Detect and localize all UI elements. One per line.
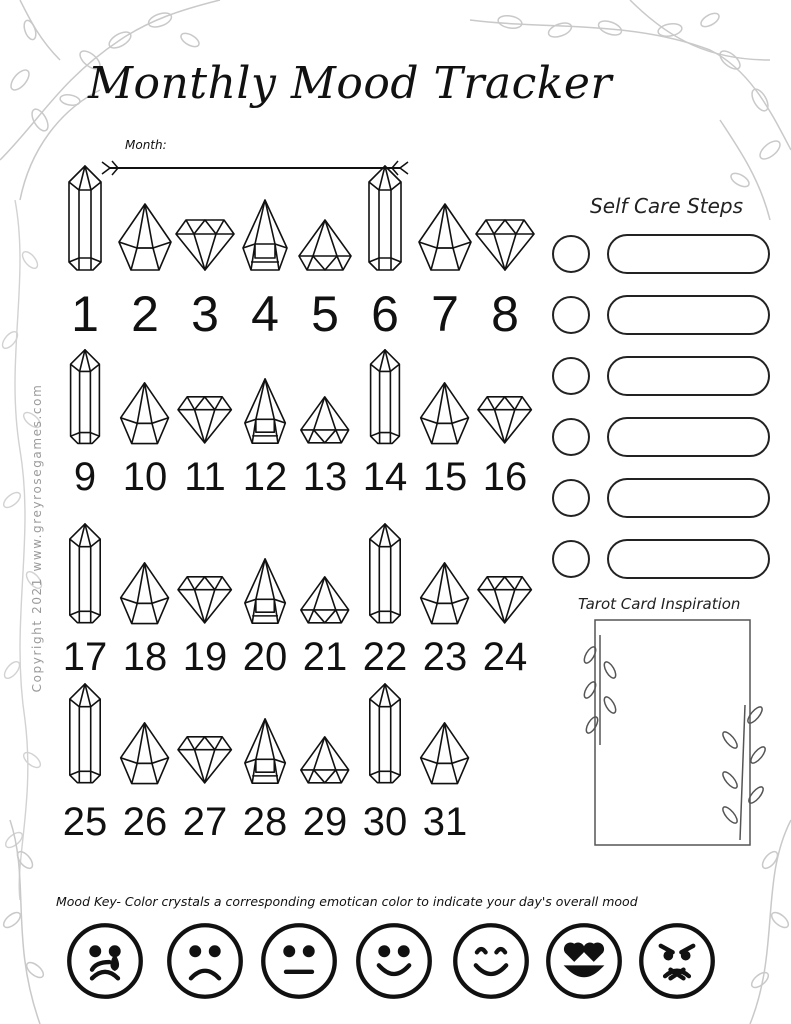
trillion-crystal[interactable] [297, 218, 353, 272]
round-gem-crystal[interactable] [178, 735, 231, 785]
trillion-crystal[interactable] [299, 575, 351, 625]
day-number: 1 [71, 286, 99, 342]
tarot-card-frame[interactable] [570, 615, 780, 855]
self-care-title: Self Care Steps [590, 194, 744, 218]
day-number: 27 [182, 800, 228, 844]
smile-face-icon [355, 922, 433, 1000]
tarot-title: Tarot Card Inspiration [578, 595, 741, 613]
day-number: 26 [122, 800, 168, 844]
tall-prism-crystal[interactable] [366, 522, 404, 625]
octahedron-crystal[interactable] [415, 202, 475, 272]
day-number: 31 [422, 800, 468, 844]
self-care-checkbox[interactable] [552, 479, 590, 517]
long-drop-crystal[interactable] [241, 198, 289, 272]
day-number: 18 [122, 635, 168, 679]
vine-decoration-top-right [470, 0, 791, 220]
day-number: 8 [491, 286, 519, 342]
day-number: 4 [251, 286, 279, 342]
self-care-checkbox[interactable] [552, 418, 590, 456]
round-gem-crystal[interactable] [478, 575, 531, 625]
vine-decoration-bottom-left [0, 820, 70, 1024]
crying-face-icon [66, 922, 144, 1000]
octahedron-crystal[interactable] [417, 381, 472, 445]
round-gem-crystal[interactable] [476, 218, 534, 272]
day-number: 13 [302, 455, 348, 499]
day-number: 21 [302, 635, 348, 679]
month-label: Month: [125, 138, 167, 152]
tall-prism-crystal[interactable] [366, 682, 404, 785]
day-number: 16 [482, 455, 528, 499]
day-number: 22 [362, 635, 408, 679]
day-number: 9 [73, 455, 97, 499]
day-number: 17 [62, 635, 108, 679]
day-number: 10 [122, 455, 168, 499]
trillion-crystal[interactable] [299, 395, 351, 445]
day-number: 6 [371, 286, 399, 342]
neutral-face-icon [260, 922, 338, 1000]
day-number: 15 [422, 455, 468, 499]
self-care-checkbox[interactable] [552, 540, 590, 578]
day-number: 19 [182, 635, 228, 679]
copyright-text: Copyright 2021 www.greyrosegames.com [30, 383, 44, 693]
angry-face-icon [638, 922, 716, 1000]
round-gem-crystal[interactable] [176, 218, 234, 272]
self-care-entry[interactable] [607, 417, 770, 457]
day-number: 23 [422, 635, 468, 679]
tall-prism-crystal[interactable] [67, 348, 103, 445]
tall-prism-crystal[interactable] [365, 164, 405, 272]
day-number: 28 [242, 800, 288, 844]
happy-face-icon [452, 922, 530, 1000]
day-number: 5 [311, 286, 339, 342]
trillion-crystal[interactable] [299, 735, 351, 785]
self-care-entry[interactable] [607, 539, 770, 579]
octahedron-crystal[interactable] [117, 721, 172, 785]
long-drop-crystal[interactable] [243, 717, 287, 785]
day-number: 20 [242, 635, 288, 679]
self-care-checkbox[interactable] [552, 296, 590, 334]
octahedron-crystal[interactable] [117, 381, 172, 445]
long-drop-crystal[interactable] [243, 557, 287, 625]
long-drop-crystal[interactable] [243, 377, 287, 445]
self-care-checkbox[interactable] [552, 235, 590, 273]
sad-face-icon [166, 922, 244, 1000]
tall-prism-crystal[interactable] [66, 682, 104, 785]
day-number: 3 [191, 286, 219, 342]
self-care-entry[interactable] [607, 234, 770, 274]
octahedron-crystal[interactable] [117, 561, 172, 625]
round-gem-crystal[interactable] [178, 575, 231, 625]
tall-prism-crystal[interactable] [65, 164, 105, 272]
day-number: 29 [302, 800, 348, 844]
day-number: 11 [184, 455, 226, 499]
octahedron-crystal[interactable] [115, 202, 175, 272]
tall-prism-crystal[interactable] [367, 348, 403, 445]
day-number: 24 [482, 635, 528, 679]
day-number: 7 [431, 286, 459, 342]
round-gem-crystal[interactable] [178, 395, 231, 445]
day-number: 25 [62, 800, 108, 844]
day-number: 30 [362, 800, 408, 844]
octahedron-crystal[interactable] [417, 561, 472, 625]
tall-prism-crystal[interactable] [66, 522, 104, 625]
self-care-entry[interactable] [607, 478, 770, 518]
self-care-checkbox[interactable] [552, 357, 590, 395]
octahedron-crystal[interactable] [417, 721, 472, 785]
day-number: 2 [131, 286, 159, 342]
self-care-entry[interactable] [607, 356, 770, 396]
round-gem-crystal[interactable] [478, 395, 531, 445]
day-number: 14 [362, 455, 408, 499]
day-number: 12 [242, 455, 288, 499]
page-title: Monthly Mood Tracker [88, 58, 612, 109]
heart-eyes-face-icon [545, 922, 623, 1000]
mood-key-text: Mood Key- Color crystals a corresponding emotican color to indicate your day's overall mood [56, 894, 638, 909]
self-care-entry[interactable] [607, 295, 770, 335]
